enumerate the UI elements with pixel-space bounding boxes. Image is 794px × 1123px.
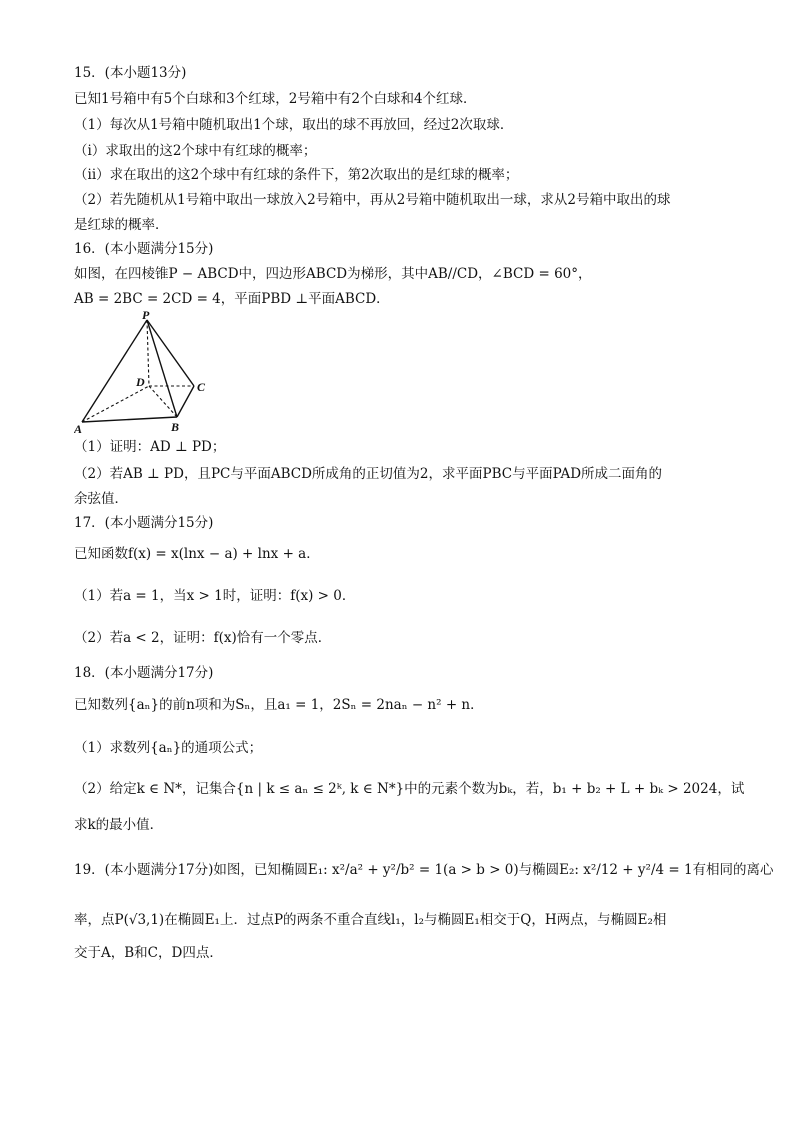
q15-heading: 15．(本小题13分): [74, 65, 187, 81]
edge-PB: [147, 320, 177, 417]
q18-stem: 已知数列{aₙ}的前n项和为Sₙ，且a₁ = 1，2Sₙ = 2naₙ − n² + n．: [74, 697, 484, 713]
edge-PA: [82, 320, 147, 422]
vertex-label-A: A: [74, 422, 83, 434]
q17-part1: （1）若a = 1，当x > 1时，证明：f(x) > 0．: [74, 588, 356, 604]
q18-heading: 18．(本小题满分17分): [74, 665, 214, 681]
q17-heading: 17．(本小题满分15分): [74, 515, 214, 531]
q16-stem-line2: AB = 2BC = 2CD = 4，平面PBD ⊥平面ABCD．: [74, 291, 390, 307]
q18-part2-line2: 求k的最小值．: [74, 817, 164, 833]
vertex-label-B: B: [171, 420, 180, 434]
edge-BC: [177, 386, 194, 417]
edge-AB: [82, 417, 177, 422]
q16-stem-line1: 如图，在四棱锥P − ABCD中，四边形ABCD为梯形，其中AB//CD，∠BCD = 60°，: [74, 266, 592, 282]
vertex-label-P: P: [142, 310, 150, 322]
q15-stem: 已知1号箱中有5个白球和3个红球，2号箱中有2个白球和4个红球．: [74, 91, 477, 107]
q19-stem-line2: 率，点P(√3,1)在椭圆E₁上．过点P的两条不重合直线l₁，l₂与椭圆E₁相交于Q，H两点，与椭圆E₂相: [74, 912, 667, 928]
vertex-label-C: C: [197, 380, 206, 394]
q19-stem-line1: 19．(本小题满分17分)如图，已知椭圆E₁: x²/a² + y²/b² = 1(a > b > 0)与椭圆E₂: x²/12 + y²/4 = 1有相同的离心: [74, 862, 774, 878]
q19-stem-line3: 交于A，B和C，D四点．: [74, 945, 223, 961]
vertex-label-D: D: [136, 375, 145, 389]
q16-part2-line2: 余弦值．: [74, 491, 128, 507]
edge-AD-hidden: [82, 386, 149, 422]
q15-sub-ii: （ii）求在取出的这2个球中有红球的条件下，第2次取出的是红球的概率；: [74, 167, 519, 183]
q17-part2: （2）若a < 2，证明：f(x)恰有一个零点．: [74, 630, 332, 646]
q16-part1: （1）证明：AD ⊥ PD；: [74, 439, 226, 455]
q18-part1: （1）求数列{aₙ}的通项公式；: [74, 740, 263, 756]
q18-part2-line1: （2）给定k ∈ N*，记集合{n | k ≤ aₙ ≤ 2ᵏ, k ∈ N*}中的元素个数为bₖ，若，b₁ + b₂ + L + bₖ > 2024，试: [74, 781, 745, 797]
pyramid-figure: [74, 310, 214, 434]
q17-stem: 已知函数f(x) = x(lnx − a) + lnx + a．: [74, 546, 320, 562]
q16-heading: 16．(本小题满分15分): [74, 241, 214, 257]
edge-PC: [147, 320, 194, 386]
edge-PD-hidden: [147, 320, 149, 386]
q15-part2-line1: （2）若先随机从1号箱中取出一球放入2号箱中，再从2号箱中随机取出一球，求从2号箱中取出的球: [74, 192, 671, 208]
q15-part2-line2: 是红球的概率．: [74, 217, 169, 233]
q15-part1: （1）每次从1号箱中随机取出1个球，取出的球不再放回，经过2次取球．: [74, 117, 514, 133]
q16-part2-line1: （2）若AB ⊥ PD，且PC与平面ABCD所成角的正切值为2，求平面PBC与平面PAD所成二面角的: [74, 466, 663, 482]
q15-sub-i: （i）求取出的这2个球中有红球的概率；: [74, 143, 317, 159]
